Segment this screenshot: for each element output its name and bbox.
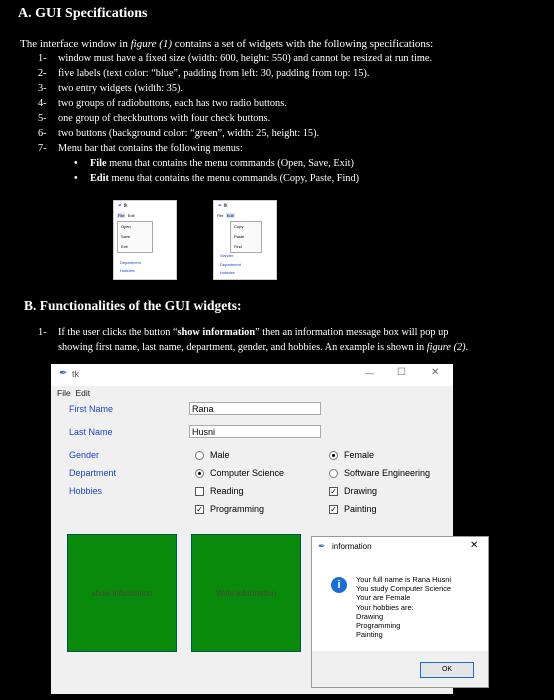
thumb-file-dropdown [117, 221, 153, 253]
tk-feather-icon: ✒ [318, 541, 326, 551]
file-menu-thumbnail [113, 200, 177, 280]
message-line: Your are Female [356, 593, 411, 603]
item-text: Menu bar that contains the following menus: [58, 143, 243, 154]
tk-feather-icon: ✒ tk [118, 203, 128, 209]
maximize-icon[interactable]: ☐ [397, 367, 406, 378]
intro-text-end: contains a set of widgets with the following specifications: [172, 38, 434, 50]
thumb-menu-item: Exit [121, 244, 128, 249]
tk-feather-icon: ✒ [59, 368, 68, 379]
minimize-icon[interactable]: — [365, 368, 374, 378]
dialog-title: information [332, 542, 372, 551]
functionality-item [0, 327, 554, 341]
gender-female-radio[interactable]: Female [329, 450, 374, 460]
tk-feather-icon: ✒ tk [218, 203, 228, 209]
thumb-menubar: File Edit [217, 213, 234, 218]
section-a-intro [20, 38, 433, 50]
thumb-label: Gender [220, 253, 234, 258]
thumb-menu-item: Save [121, 234, 131, 239]
hobby-reading-check[interactable]: Reading [195, 486, 244, 496]
radio-icon [195, 451, 204, 460]
section-a-title: A. GUI Specifications [18, 6, 148, 21]
radio-selected-icon [195, 469, 204, 478]
func-bold: show information [177, 327, 256, 338]
thumb-menu-item: Open [121, 224, 131, 229]
menu-file[interactable]: File [57, 388, 71, 398]
window-title: tk [72, 369, 80, 379]
item-text: window must have a fixed size (width: 600, height: 550) and cannot be resized at run time. [58, 53, 433, 64]
show-information-button[interactable]: show information [67, 534, 177, 652]
spec-item [0, 98, 554, 112]
window-menubar [57, 388, 90, 398]
gender-label: Gender [69, 450, 100, 460]
hobby-painting-check[interactable]: ✓ Painting [330, 504, 377, 515]
last-name-entry[interactable]: Husni [189, 425, 321, 438]
radio-icon [329, 469, 338, 478]
thumb-menu-item: Copy [234, 224, 244, 229]
item-number: 3- [38, 83, 47, 94]
item-number: 5- [38, 113, 47, 124]
item-text: two groups of radiobuttons, each has two radio buttons. [58, 98, 287, 109]
menu-edit[interactable]: Edit [75, 388, 91, 398]
func-text: If the user clicks the button “ [58, 327, 178, 338]
window-titlebar [51, 364, 453, 386]
spec-item [0, 83, 554, 97]
spec-item [0, 143, 554, 157]
item-text: two entry widgets (width: 35). [58, 83, 183, 94]
spec-item [0, 68, 554, 82]
message-line: You study Computer Science [356, 584, 452, 594]
message-line: Your hobbies are: [356, 602, 414, 612]
dept-se-radio[interactable]: Software Engineering [329, 468, 430, 478]
hobbies-label: Hobbies [69, 486, 103, 496]
intro-text: The interface window in [20, 38, 131, 50]
item-number: 6- [38, 128, 47, 139]
dialog-close-icon[interactable]: ✕ [470, 540, 479, 551]
last-name-label: Last Name [69, 427, 113, 437]
first-name-entry[interactable]: Rana [189, 402, 321, 415]
hobby-drawing-check[interactable]: ✓ Drawing [330, 486, 378, 497]
write-information-button[interactable]: Write information [191, 534, 301, 652]
bullet-dot: • [74, 173, 78, 184]
close-icon[interactable]: ✕ [431, 367, 440, 378]
item-number: 1- [38, 53, 47, 64]
bullet-bold: File [90, 158, 107, 169]
item-number: 1- [38, 327, 47, 338]
thumb-menu-item: Find [234, 244, 242, 249]
radio-selected-icon [329, 451, 338, 460]
figure-ref: figure (1) [130, 38, 173, 50]
first-name-label: First Name [69, 404, 114, 414]
gender-male-radio[interactable]: Male [195, 450, 230, 460]
func-text-end: . [465, 342, 469, 353]
menu-bullet [0, 158, 554, 172]
checkbox-checked-icon: ✓ [330, 487, 337, 497]
section-b-title: B. Functionalities of the GUI widgets: [24, 298, 242, 313]
edit-menu-thumbnail [213, 200, 277, 280]
checkbox-icon [195, 487, 204, 496]
info-icon: i [331, 577, 347, 593]
thumb-label: Department [120, 260, 141, 265]
item-text: one group of checkbuttons with four check buttons. [58, 113, 271, 124]
func-text-end: ” then an information message box will pop up [255, 327, 449, 338]
menu-bullet [0, 173, 554, 187]
bullet-dot: • [74, 158, 78, 169]
spec-item [0, 53, 554, 67]
thumb-label: Hobbies [120, 268, 135, 273]
thumb-edit-dropdown [230, 221, 262, 253]
message-line: Your full name is Rana Husni [356, 575, 452, 584]
item-text: two buttons (background color: “green”, width: 25, height: 15). [58, 128, 320, 139]
checkbox-checked-icon: ✓ [196, 505, 203, 515]
spec-item [0, 113, 554, 127]
ok-button[interactable]: OK [420, 662, 474, 678]
item-number: 7- [38, 143, 47, 154]
spec-item [0, 128, 554, 142]
dept-cs-radio[interactable]: Computer Science [195, 468, 284, 478]
bullet-bold: Edit [90, 173, 109, 184]
checkbox-checked-icon: ✓ [330, 505, 337, 515]
information-dialog [311, 536, 489, 688]
thumb-menu-item: Paste [234, 234, 245, 239]
thumb-label: Department [220, 262, 241, 267]
thumb-label: Hobbies [220, 270, 235, 275]
dialog-message [356, 575, 451, 639]
message-line: Drawing [356, 611, 384, 621]
item-number: 4- [38, 98, 47, 109]
department-label: Department [69, 468, 117, 478]
item-text: five labels (text color: “blue”, padding from left: 30, padding from top: 15). [58, 68, 370, 79]
bullet-text: menu that contains the menu commands (Copy, Paste, Find) [108, 173, 360, 184]
figure-ref: figure (2) [426, 342, 466, 353]
message-line: Programming [356, 621, 401, 631]
functionality-line2 [58, 342, 468, 353]
item-number: 2- [38, 68, 47, 79]
thumb-menubar: File Edit [118, 213, 135, 218]
bullet-text: menu that contains the menu commands (Open, Save, Exit) [106, 158, 354, 169]
func-text: showing first name, last name, department, gender, and hobbies. An example is shown in [58, 342, 427, 353]
message-line: Painting [356, 630, 383, 640]
hobby-programming-check[interactable]: ✓ Programming [196, 504, 265, 515]
